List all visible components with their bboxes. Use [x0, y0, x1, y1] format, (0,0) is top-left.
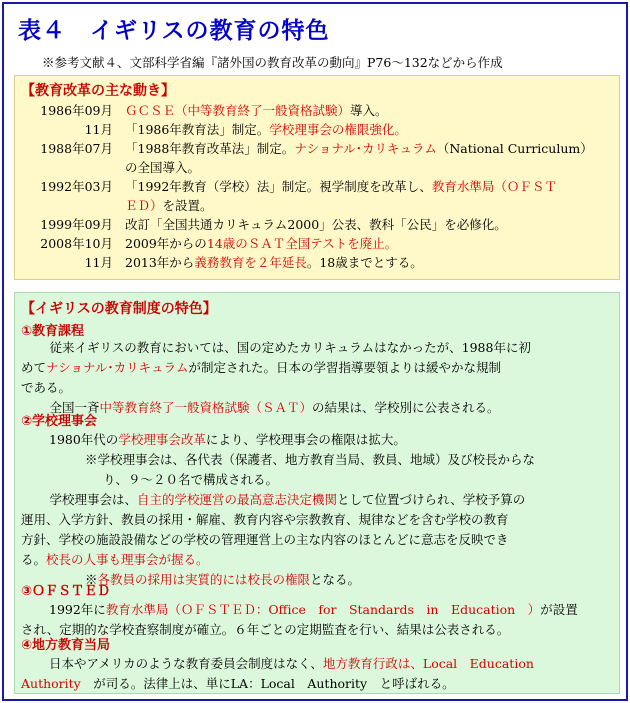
highlighted-text: 地方教育行政は、Local Education	[322, 656, 534, 671]
body-text: となる。	[310, 572, 361, 587]
body-text: 日本やアメリカのような教育委員会制度はなく、	[49, 656, 323, 671]
highlighted-text: 自主的学校運営の最高意志決定機関	[137, 492, 338, 507]
highlighted-text: 中等教育終了一般資格試験（ＳＡＴ）	[99, 400, 313, 415]
body-text: である。	[21, 380, 72, 395]
body-text: として位置づけられ、学校予算の	[337, 492, 526, 507]
body-text: が司る。法律上は、単にLA：Local Authority と呼ばれる。	[80, 676, 455, 691]
timeline-date: 11月	[84, 255, 113, 270]
timeline-row	[21, 121, 407, 139]
body-text: る。	[21, 552, 47, 567]
timeline-row	[21, 235, 397, 253]
body-text: ※	[85, 572, 98, 587]
reform-movements-box	[14, 75, 620, 280]
paragraph-line	[21, 530, 509, 550]
body-text: めて	[21, 360, 47, 375]
body-text: 。18歳までとする。	[306, 255, 423, 270]
timeline-date: 2008年10月	[40, 236, 113, 251]
table-frame	[2, 2, 628, 701]
body-text: 方針、学校の施設設備などの学校の管理運営上の主な内容のほとんどに意志を反映でき	[21, 532, 509, 547]
paragraph-line	[37, 398, 500, 418]
paragraph-line	[37, 490, 525, 510]
highlighted-text: 教育水準局（ＯＦＳＴＥＤ：Office for Standards in Education ）	[105, 602, 541, 617]
timeline-date: 1999年09月	[40, 217, 113, 232]
highlighted-text: 学校理事会改革	[118, 432, 206, 447]
page-title: 表４ イギリスの教育の特色	[18, 18, 330, 44]
highlighted-text: 14歳のＳＡＴ全国テストを廃止。	[206, 236, 398, 251]
subheading-governing-body: ②学校理事会	[21, 414, 98, 429]
highlighted-text: 教育水準局（ＯＦＳＴ	[431, 179, 557, 194]
body-text: 「1992年教育（学校）法」制定。視学制度を改革し、	[125, 179, 432, 194]
highlighted-text: Authority	[21, 676, 81, 691]
body-text: が制定された。日本の学習指導要領よりは緩やかな規制	[188, 360, 502, 375]
paragraph-line	[85, 570, 360, 590]
highlighted-text: ＧＣＳＥ（中等教育終了一般資格試験）	[125, 103, 351, 118]
paragraph-line	[21, 510, 509, 530]
body-text: 2009年からの	[125, 236, 207, 251]
highlighted-text: ＥＤ）	[125, 198, 163, 213]
subheading-local-authority: ④地方教育当局	[21, 638, 111, 653]
timeline-row	[21, 159, 200, 177]
subheading-ofsted: ③ＯＦＳＴＥＤ	[21, 584, 111, 599]
timeline-date: 1988年07月	[40, 141, 113, 156]
highlighted-text: ナショナル･カリキュラム	[46, 360, 189, 375]
paragraph-line	[21, 378, 71, 398]
highlighted-text: ナショナル･カリキュラム	[294, 141, 437, 156]
paragraph-line	[85, 450, 535, 470]
timeline-row	[21, 216, 507, 234]
reference-note: ※参考文献４、文部科学省編『諸外国の教育改革の動向』P76～132などから作成	[42, 55, 503, 70]
paragraph-line	[21, 674, 455, 694]
body-text: 1980年代の	[49, 432, 119, 447]
timeline-row	[21, 102, 388, 120]
timeline-date: 1986年09月	[40, 103, 113, 118]
paragraph-line	[21, 620, 509, 640]
paragraph-line	[49, 600, 578, 620]
paragraph-line	[21, 358, 501, 378]
body-text: （National Curriculum）	[436, 141, 593, 156]
highlighted-text: 義務教育を２年延長	[194, 255, 307, 270]
paragraph-line	[103, 470, 278, 490]
body-text: り、９～２０名で構成される。	[103, 472, 279, 487]
highlighted-text: 学校理事会の権限強化。	[269, 122, 407, 137]
body-text: の結果は、学校別に公表される。	[312, 400, 500, 415]
paragraph-line	[37, 338, 531, 358]
body-text: 学校理事会は、	[37, 492, 138, 507]
paragraph-line	[49, 654, 534, 674]
body-text: 「1986年教育法」制定。	[125, 122, 270, 137]
body-text: が設置	[540, 602, 578, 617]
timeline-date: 1992年03月	[40, 179, 113, 194]
timeline-row	[21, 178, 557, 196]
body-text: 運用、入学方針、教員の採用・解雇、教育内容や宗教教育、規律などを含む学校の教育	[21, 512, 509, 527]
body-text: され、定期的な学校査察制度が確立。６年ごとの定期監査を行い、結果は公表される。	[21, 622, 510, 637]
subheading-curriculum: ①教育課程	[21, 324, 85, 339]
paragraph-line	[21, 550, 209, 570]
paragraph-line	[49, 430, 406, 450]
timeline-row	[21, 197, 213, 215]
timeline-date: 11月	[84, 122, 113, 137]
highlighted-text: 校長の人事も理事会が握る。	[46, 552, 209, 567]
body-text: 導入。	[350, 103, 388, 118]
body-text: 2013年から	[125, 255, 195, 270]
features-heading: 【イギリスの教育制度の特色】	[21, 301, 217, 317]
body-text: 全国一斉	[37, 400, 100, 415]
reform-heading: 【教育改革の主な動き】	[21, 83, 175, 99]
body-text: 従来イギリスの教育においては、国の定めたカリキュラムはなかったが、1988年に初	[37, 340, 531, 355]
body-text: 改訂「全国共通カリキュラム2000」公表、教科「公民」を必修化。	[125, 217, 507, 232]
timeline-row	[21, 254, 423, 272]
body-text: ※学校理事会は、各代表（保護者、地方教育当局、教員、地域）及び校長からな	[85, 452, 536, 467]
highlighted-text: 各教員の採用は実質的には校長の権限	[97, 572, 311, 587]
timeline-row	[21, 140, 593, 158]
body-text: 「1988年教育改革法」制定。	[125, 141, 295, 156]
body-text: 1992年に	[49, 602, 106, 617]
body-text: により、学校理事会の権限は拡大。	[205, 432, 406, 447]
body-text: の全国導入。	[125, 160, 201, 175]
features-box	[14, 292, 620, 694]
body-text: を設置。	[162, 198, 213, 213]
